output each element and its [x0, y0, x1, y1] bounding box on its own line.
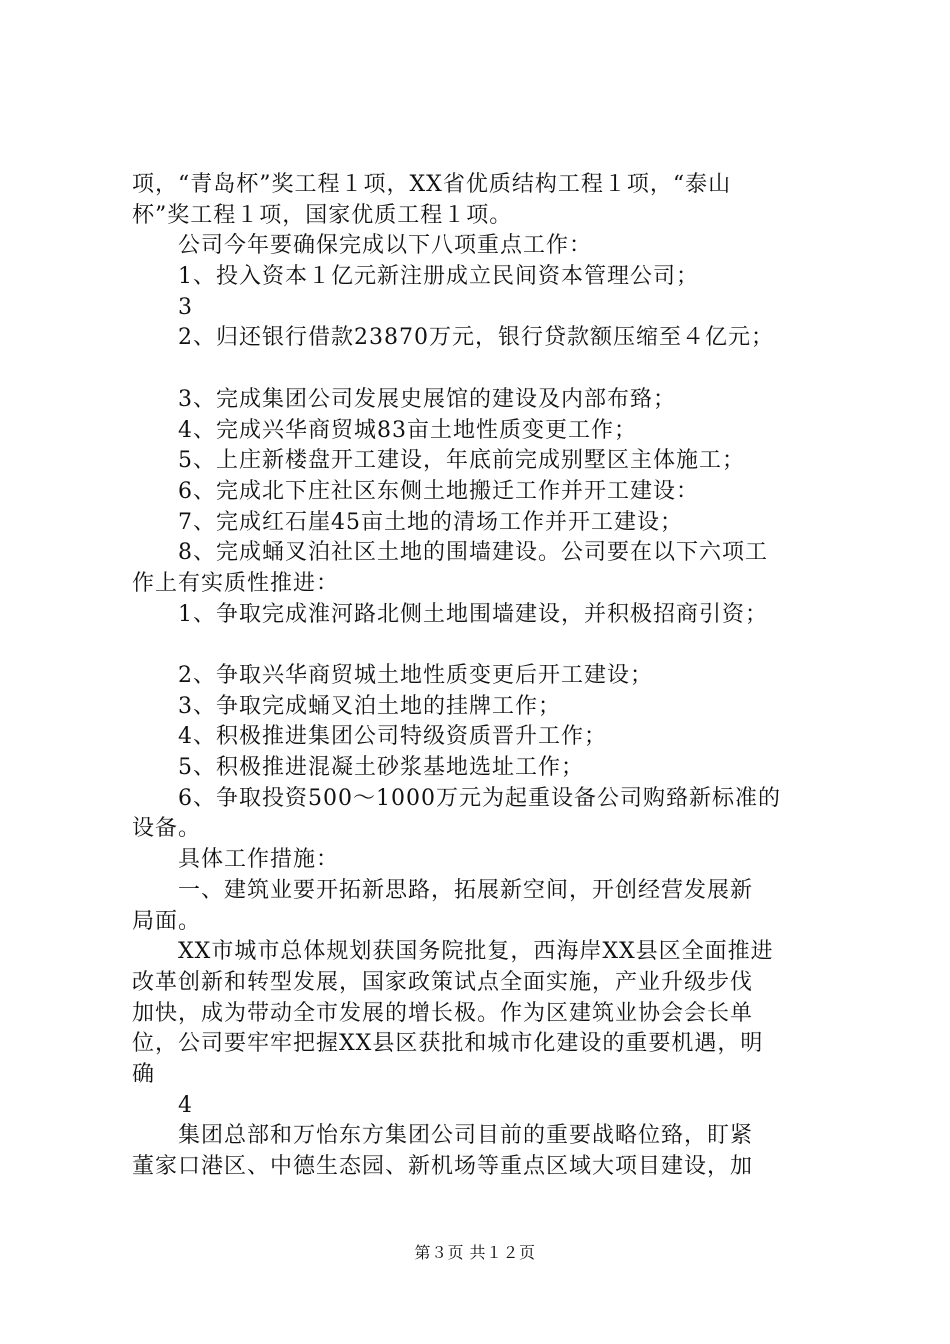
text-line: 设备。 [132, 816, 202, 842]
text-line [132, 630, 832, 661]
text-line: 一、建筑业要开拓新思路，拓展新空间，开创经营发展新 [178, 877, 754, 903]
text-line: 加快，成为带动全市发展的增长极。作为区建筑业协会会长单 [132, 1000, 754, 1026]
text-line: 公司今年要确保完成以下八项重点工作： [178, 233, 593, 259]
text-line: 具体工作措施： [178, 847, 340, 873]
text-line: 4 [178, 1092, 193, 1118]
text-line [132, 354, 832, 385]
text-line: 1、投入资本１亿元新注册成立民间资本管理公司； [178, 264, 699, 290]
text-line: 作上有实质性推进： [132, 570, 340, 596]
text-line: 2、争取兴华商贸城土地性质变更后开工建设； [178, 663, 653, 688]
text-line: 确 [132, 1061, 156, 1087]
text-line: 6、争取投资500～1000万元为起重设备公司购臵新标准的 [178, 785, 781, 811]
text-line: 董家口港区、中德生态园、新机场等重点区域大项目建设，加 [132, 1154, 754, 1179]
page-number-footer: 第３页 共１２页 [414, 1243, 536, 1262]
text-line: 5、积极推进混凝土砂浆基地选址工作； [178, 755, 584, 781]
text-line: 项，“青岛杯”奖工程１项，XX省优质结构工程１项，“泰山 [132, 172, 732, 197]
text-line: 1、争取完成淮河路北侧土地围墙建设，并积极招商引资； [178, 601, 768, 627]
text-line: 3 [178, 294, 193, 320]
text-line: 4、积极推进集团公司特级资质晋升工作； [178, 724, 607, 750]
text-line: 杯”奖工程１项，国家优质工程１项。 [132, 202, 513, 228]
text-line: 4、完成兴华商贸城83亩土地性质变更工作； [178, 417, 637, 443]
text-line: 局面。 [132, 908, 202, 934]
text-line: 3、争取完成蛹叉泊土地的挂牌工作； [178, 693, 561, 719]
text-line: 8、完成蛹叉泊社区土地的围墙建设。公司要在以下六项工 [178, 540, 768, 566]
text-line: 6、完成北下庄社区东侧土地搬迁工作并开工建设： [178, 478, 699, 504]
text-line: 3、完成集团公司发展史展馆的建设及内部布臵； [178, 386, 676, 412]
text-line: 位，公司要牢牢把握XX县区获批和城市化建设的重要机遇，明 [132, 1031, 764, 1057]
text-line: 5、上庄新楼盘开工建设，年底前完成别墅区主体施工； [178, 448, 745, 474]
text-line: 集团总部和万怡东方集团公司目前的重要战略位臵，盯紧 [178, 1123, 754, 1149]
text-line: 2、归还银行借款23870万元，银行贷款额压缩至４亿元； [178, 325, 774, 351]
text-line: 7、完成红石崖45亩土地的清场工作并开工建设； [178, 509, 683, 535]
document-body [132, 170, 832, 1183]
text-line: 改革创新和转型发展，国家政策试点全面实施，产业升级步伐 [132, 969, 754, 995]
text-line: XX市城市总体规划获国务院批复，西海岸XX县区全面推进 [178, 939, 774, 965]
